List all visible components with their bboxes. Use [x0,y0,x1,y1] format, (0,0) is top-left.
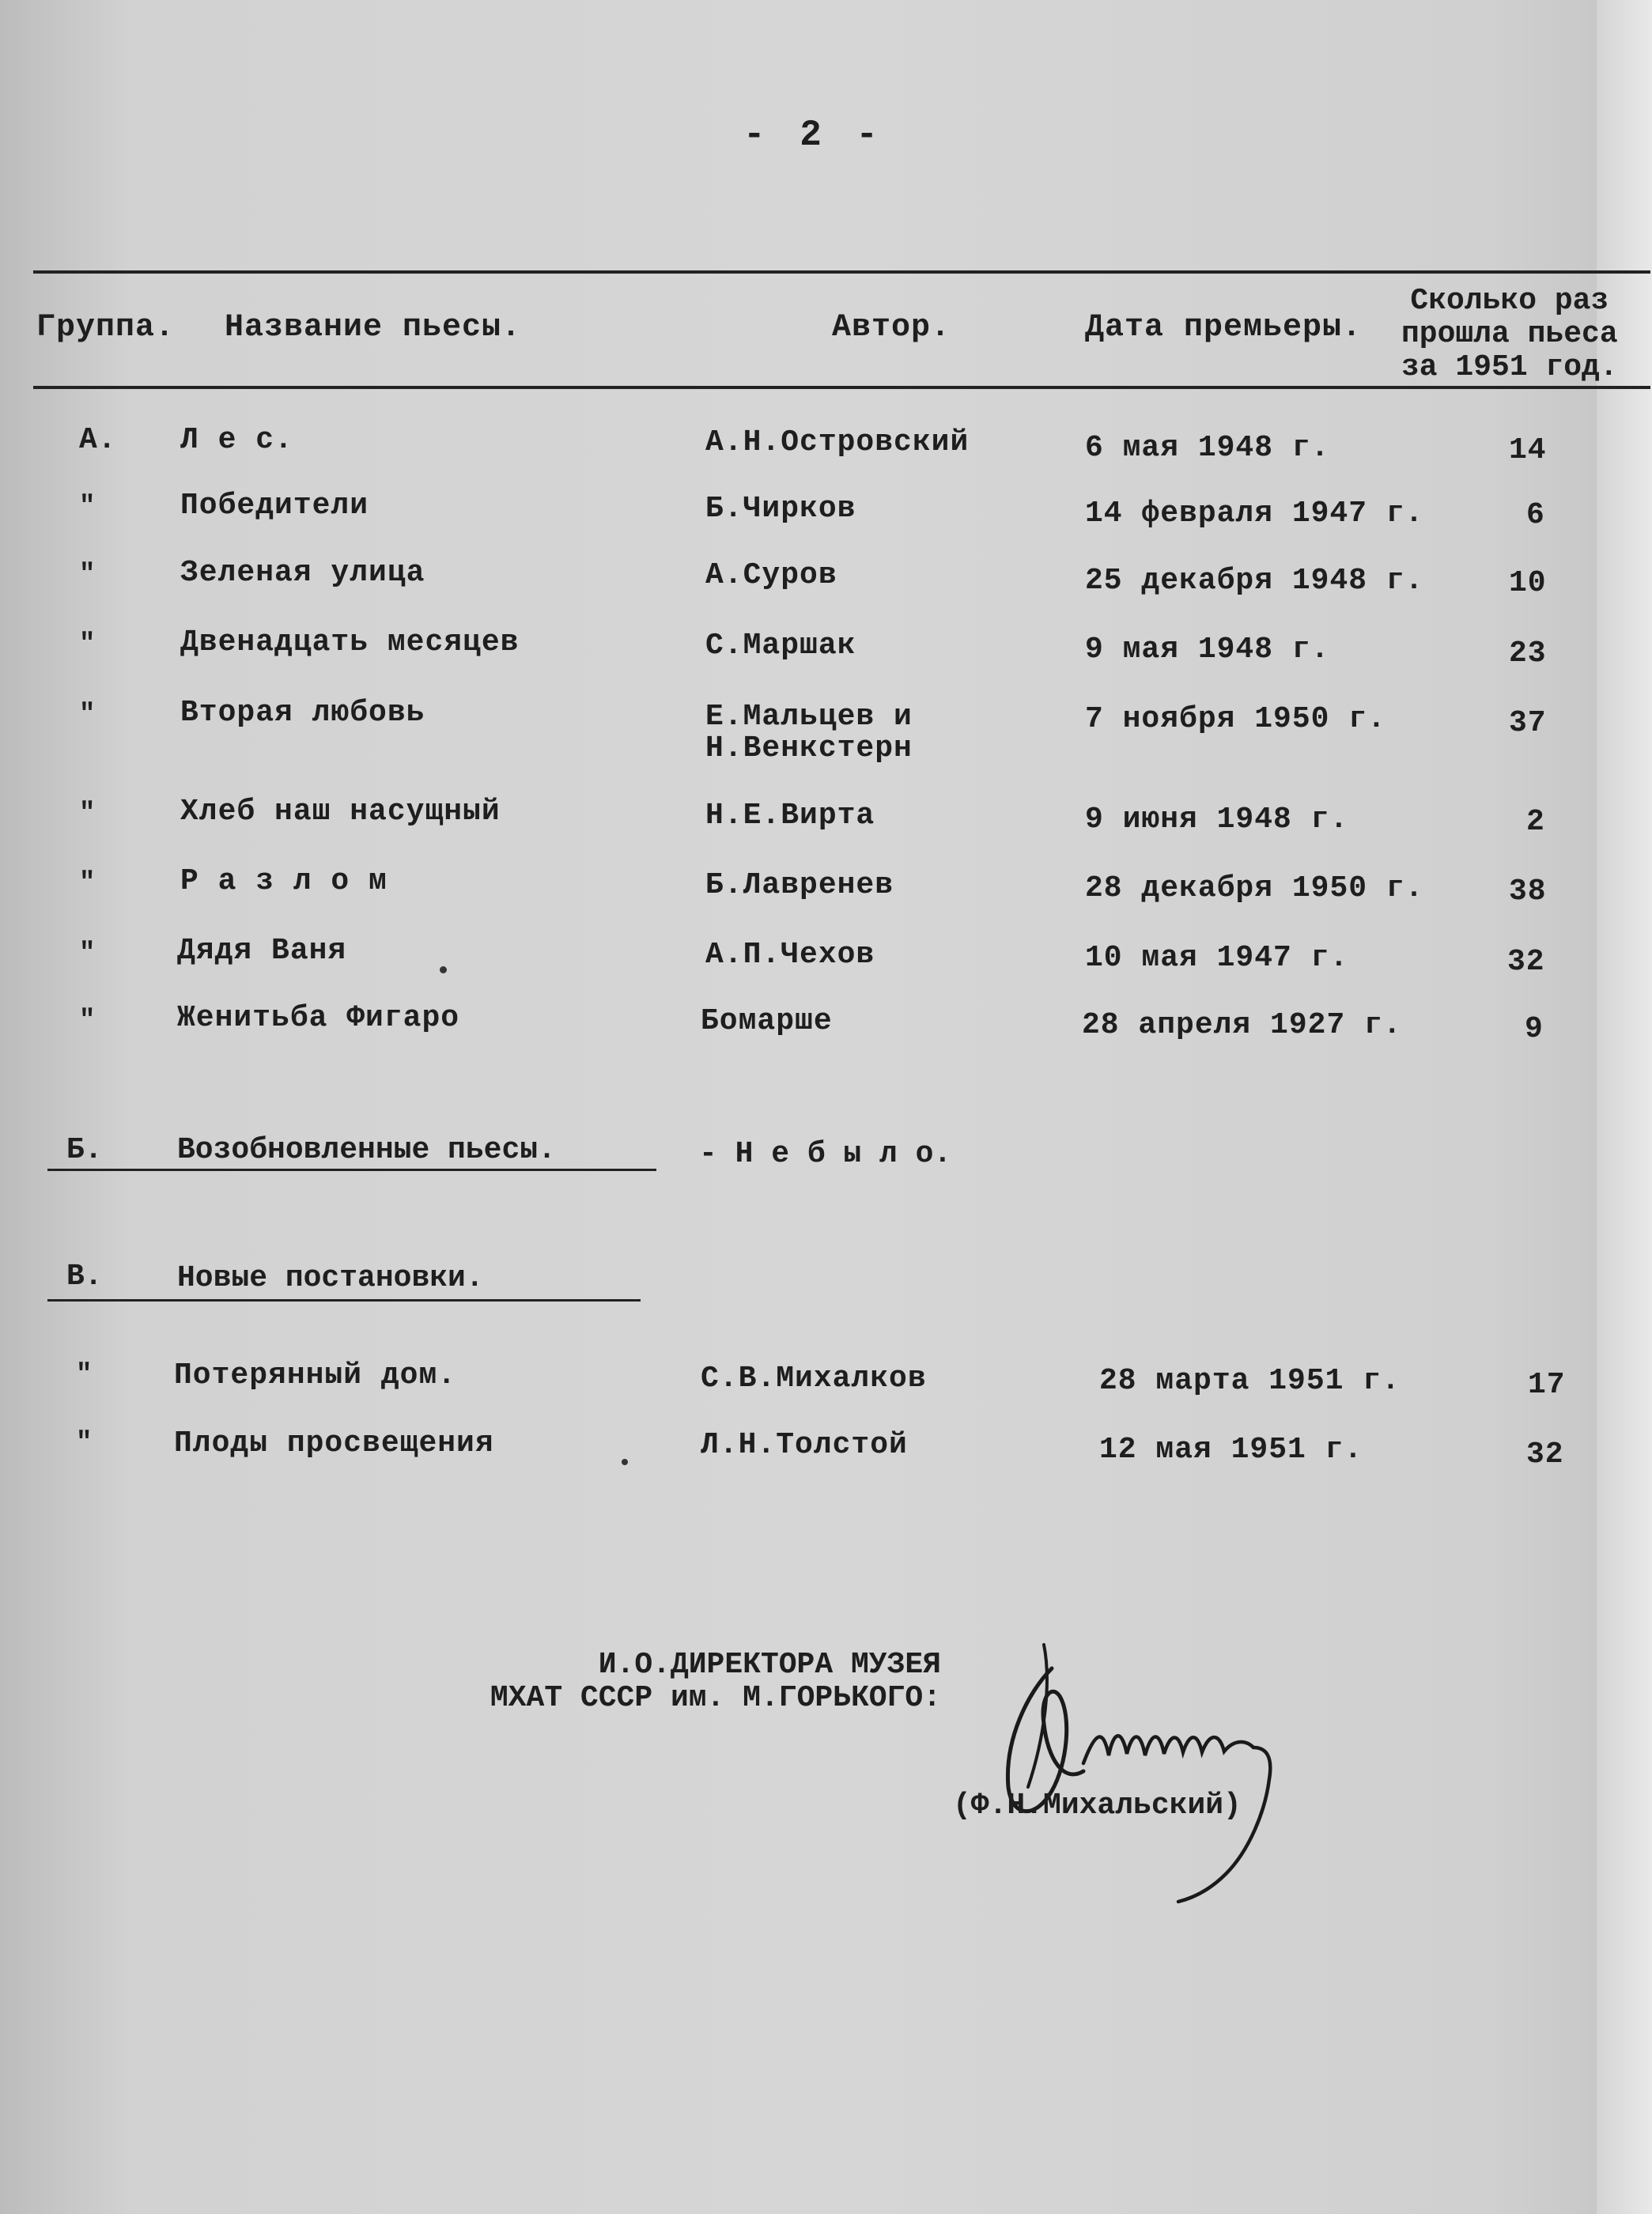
header-count [1401,285,1618,384]
paper-speck [622,1459,628,1465]
row-title: Плоды просвещения [174,1426,494,1460]
row-author: Е.Мальцев и [705,700,913,734]
row-author: Л.Н.Толстой [701,1428,908,1462]
row-title: Вторая любовь [180,696,425,730]
row-group: " [79,868,96,898]
row-date: 9 мая 1948 г. [1085,633,1330,667]
row-group: " [76,1428,93,1458]
row-count: 32 [1526,1438,1564,1472]
row-group: " [79,560,96,590]
row-date: 10 мая 1947 г. [1085,941,1349,975]
row-author: Б.Лавренев [705,868,894,902]
row-author: А.Суров [705,558,837,592]
header-group: Группа. [36,310,176,346]
section-c-letter: В. [66,1260,103,1294]
row-title: Р а з л о м [180,864,387,898]
row-date: 28 апреля 1927 г. [1082,1008,1402,1042]
row-date: 14 февраля 1947 г. [1085,497,1424,531]
row-author: А.П.Чехов [705,938,875,972]
row-date: 28 декабря 1950 г. [1085,871,1424,905]
row-date: 7 ноября 1950 г. [1085,702,1386,736]
row-group: А. [79,423,117,457]
header-title: Название пьесы. [225,310,522,346]
row-count: 23 [1509,637,1547,671]
row-group: " [79,799,96,829]
row-count: 2 [1526,805,1545,839]
row-group: " [79,939,96,969]
paper-speck [440,966,447,973]
row-author: А.Н.Островский [705,425,970,459]
row-title: Зеленая улица [180,556,425,590]
row-date: 6 мая 1948 г. [1085,431,1330,465]
section-c-underline [47,1299,641,1302]
row-count: 10 [1509,566,1547,600]
row-title: Дядя Ваня [177,934,347,968]
signature-title [419,1649,941,1715]
section-b-underline [47,1169,656,1171]
row-title: Хлеб наш насущный [180,795,501,829]
section-c-label: Новые постановки. [177,1261,484,1295]
row-author: Бомарше [701,1004,833,1038]
row-title: Женитьба Фигаро [177,1001,460,1035]
row-count: 37 [1509,706,1547,740]
row-title: Победители [180,489,369,523]
signature-title-line1: И.О.ДИРЕКТОРА МУЗЕЯ [598,1648,941,1682]
handwritten-signature [933,1621,1344,1921]
row-title: Потерянный дом. [174,1358,457,1392]
row-author: Н.Е.Вирта [705,799,875,833]
row-title: Двенадцать месяцев [180,625,520,659]
row-count: 38 [1509,875,1547,909]
header-count-line1: Сколько раз [1410,284,1609,318]
row-author: Б.Чирков [705,492,856,526]
header-count-line2: прошла пьеса [1401,317,1618,351]
signatory-name: (Ф.Н.Михальский) [953,1789,1242,1823]
row-group: " [76,1360,93,1390]
row-count: 32 [1507,945,1545,979]
row-count: 14 [1509,433,1547,467]
section-b-value: - Н е б ы л о. [699,1137,952,1171]
row-date: 9 июня 1948 г. [1085,803,1349,837]
row-date: 28 марта 1951 г. [1099,1364,1401,1398]
header-bottom-rule [33,386,1650,389]
signature-title-line2: МХАТ СССР им. М.ГОРЬКОГО: [490,1681,941,1715]
row-author: С.Маршак [705,629,856,663]
section-b-label: Возобновленные пьесы. [177,1133,556,1167]
row-group: " [79,492,96,522]
header-premiere: Дата премьеры. [1085,310,1363,346]
row-group: " [79,700,96,730]
page-number: - 2 - [743,115,885,156]
row-group: " [79,1006,96,1036]
row-count: 9 [1525,1012,1544,1046]
row-title: Л е с. [180,423,293,457]
row-author-second-line: Н.Венкстерн [705,731,913,765]
row-author: С.В.Михалков [701,1362,927,1396]
row-group: " [79,629,96,659]
header-author: Автор. [832,310,951,346]
row-date: 12 мая 1951 г. [1099,1433,1363,1467]
header-count-line3: за 1951 год. [1401,350,1618,384]
section-b-letter: Б. [66,1133,103,1167]
row-count: 6 [1526,498,1545,532]
row-count: 17 [1528,1368,1566,1402]
top-rule [33,270,1650,274]
row-date: 25 декабря 1948 г. [1085,564,1424,598]
